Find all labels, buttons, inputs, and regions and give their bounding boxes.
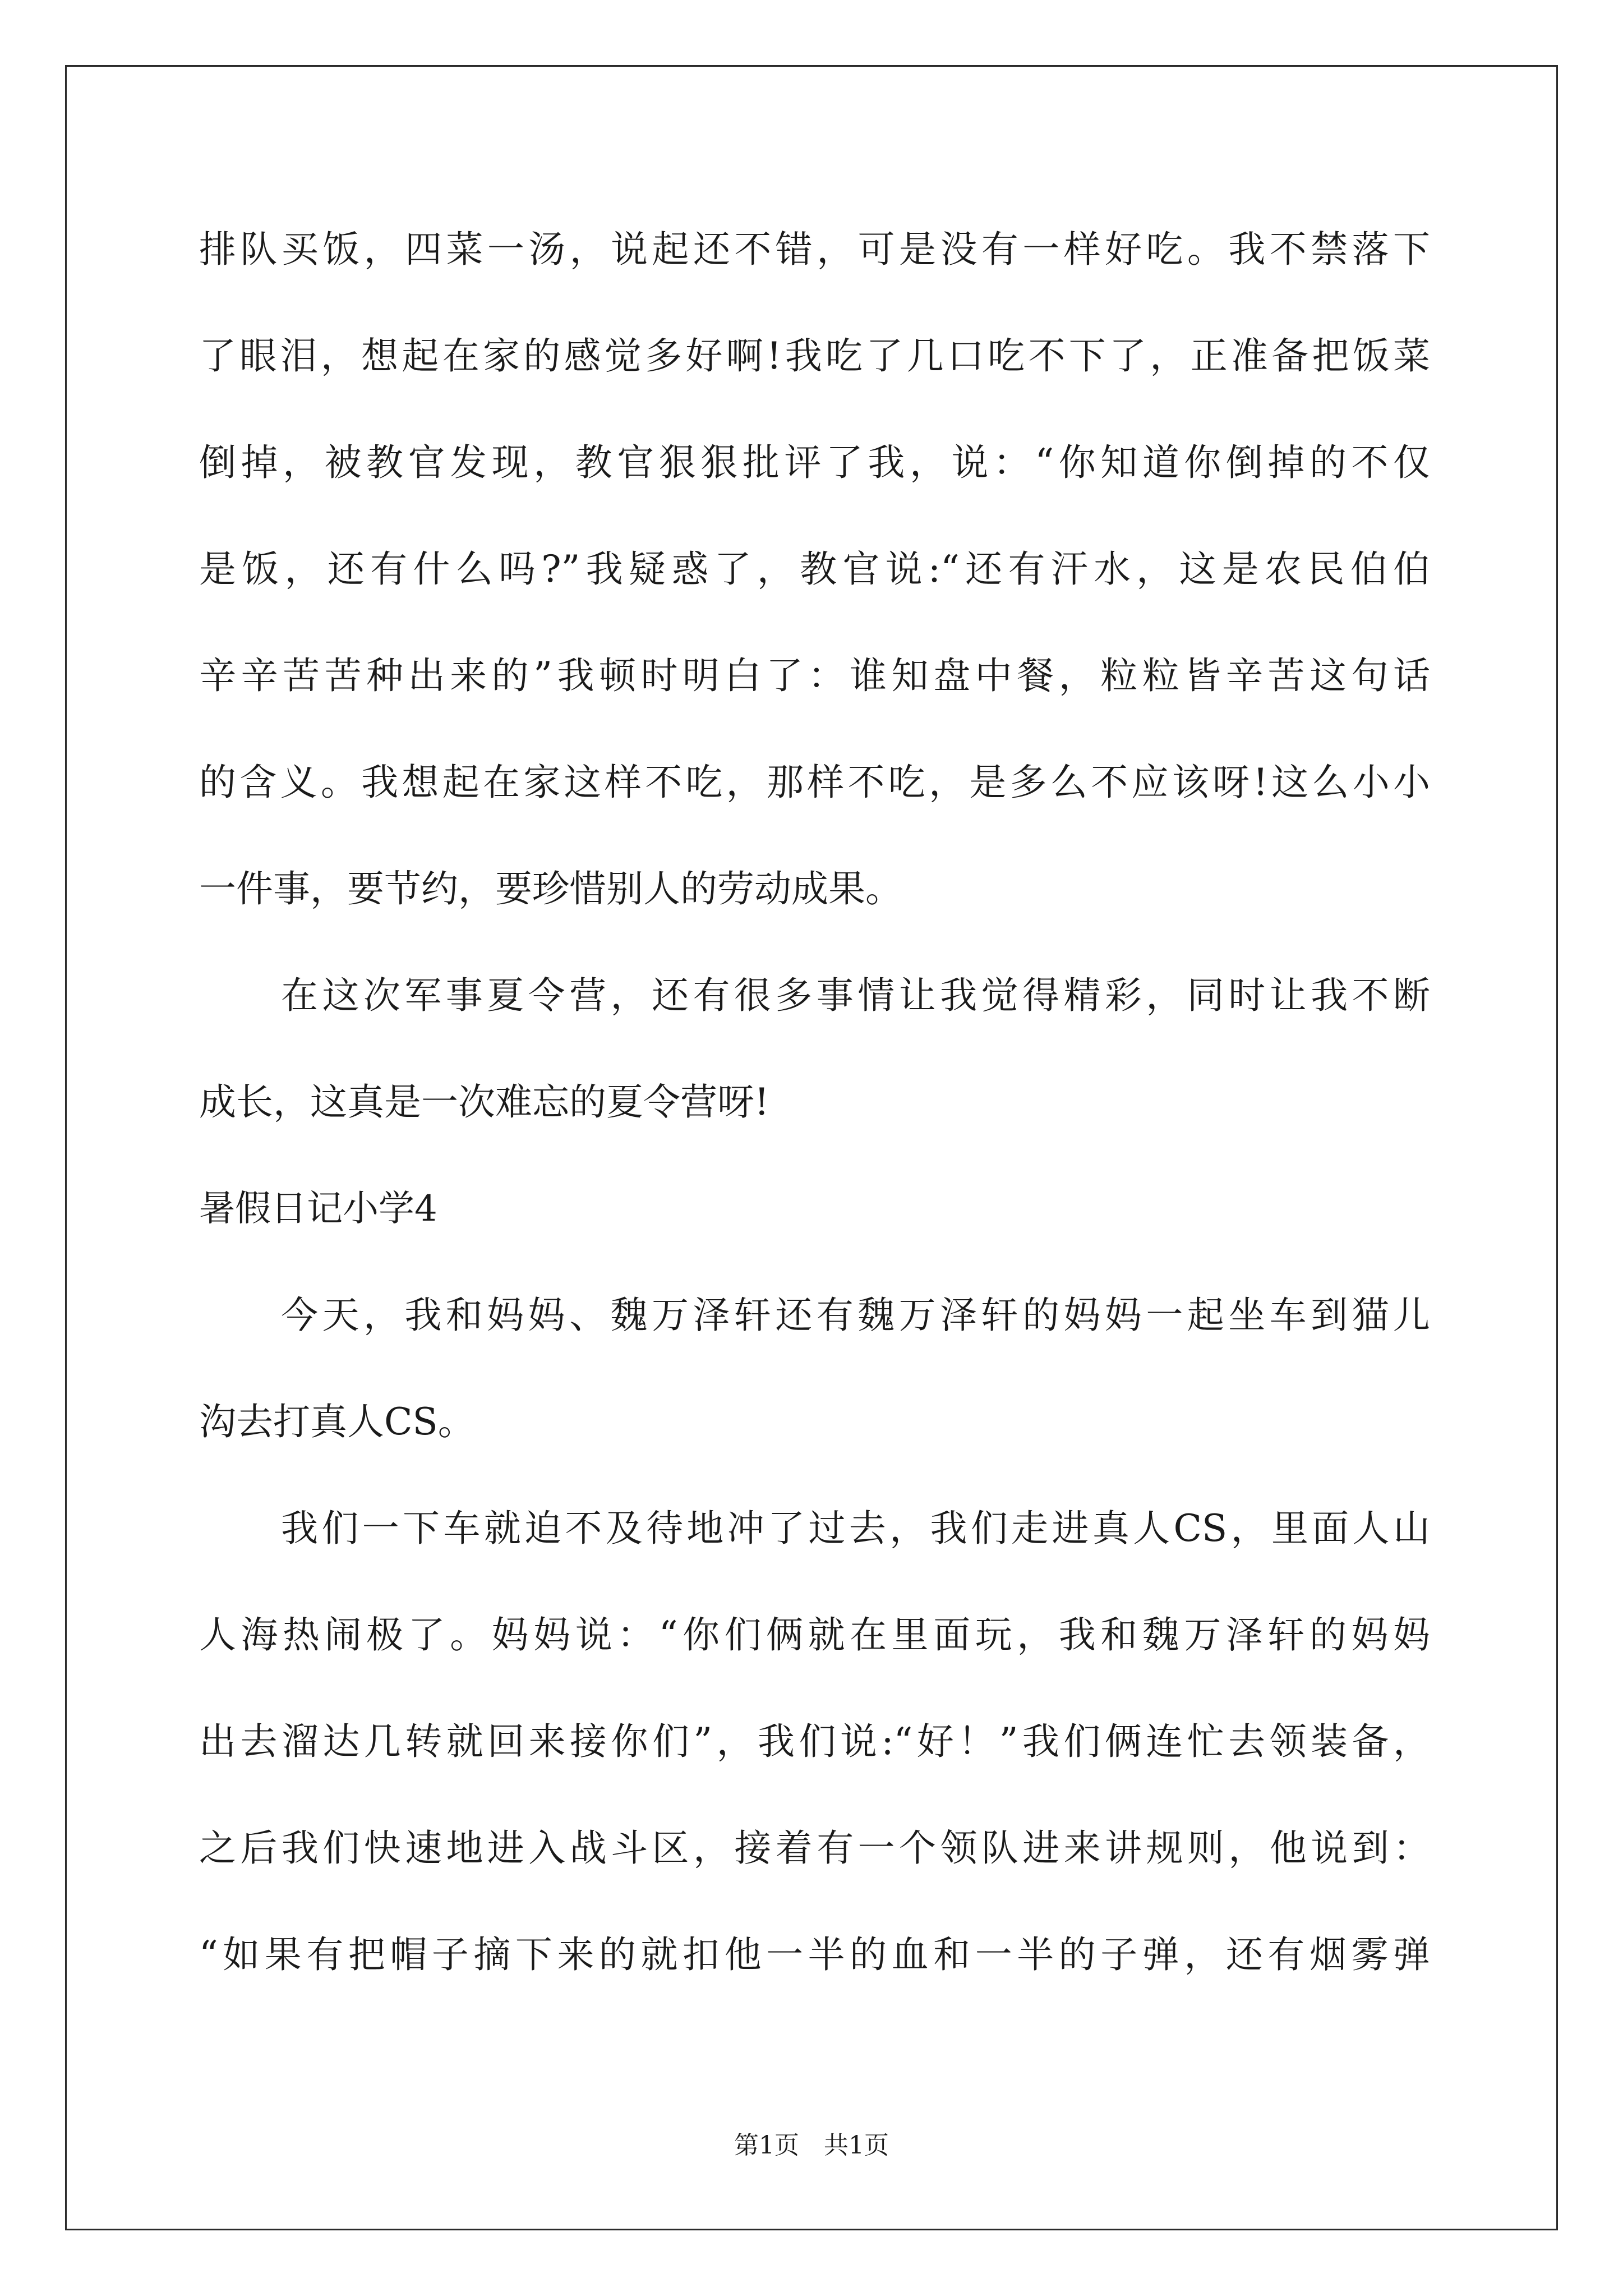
section-heading: 暑假日记小学4 <box>199 1188 437 1230</box>
text-line: 了眼泪，想起在家的感觉多好啊!我吃了几口吃不下了，正准备把饭菜 <box>199 334 1430 378</box>
text-line: “如果有把帽子摘下来的就扣他一半的血和一半的子弹，还有烟雾弹 <box>199 1933 1430 1976</box>
text-line: 之后我们快速地进入战斗区，接着有一个领队进来讲规则，他说到： <box>199 1826 1430 1870</box>
text-line: 出去溜达几转就回来接你们”，我们说:“好！”我们俩连忙去领装备， <box>199 1720 1430 1763</box>
text-line: 成长，这真是一次难忘的夏令营呀! <box>199 1080 769 1124</box>
text-line: 排队买饭，四菜一汤，说起还不错，可是没有一样好吃。我不禁落下 <box>199 228 1430 271</box>
document-body <box>199 216 1430 2028</box>
paragraph-first-line: 在这次军事夏令营，还有很多事情让我觉得精彩，同时让我不断 <box>281 974 1430 1017</box>
page-number-footer: 第1页 共1页 <box>734 2131 889 2160</box>
text-line: 沟去打真人CS。 <box>199 1400 475 1443</box>
text-line: 人海热闹极了。妈妈说：“你们俩就在里面玩，我和魏万泽轩的妈妈 <box>199 1613 1430 1657</box>
text-line: 的含义。我想起在家这样不吃，那样不吃，是多么不应该呀!这么小小 <box>199 761 1430 804</box>
text-line: 一件事，要节约，要珍惜别人的劳动成果。 <box>199 867 902 910</box>
paragraph-first-line: 我们一下车就迫不及待地冲了过去，我们走进真人CS，里面人山 <box>281 1507 1430 1550</box>
text-line: 倒掉，被教官发现，教官狠狠批评了我，说：“你知道你倒掉的不仅 <box>199 441 1430 484</box>
text-line: 是饭，还有什么吗?”我疑惑了，教官说:“还有汗水，这是农民伯伯 <box>199 547 1430 591</box>
paragraph-first-line: 今天，我和妈妈、魏万泽轩还有魏万泽轩的妈妈一起坐车到猫儿 <box>281 1294 1430 1337</box>
text-line: 辛辛苦苦种出来的”我顿时明白了：谁知盘中餐，粒粒皆辛苦这句话 <box>199 654 1430 697</box>
